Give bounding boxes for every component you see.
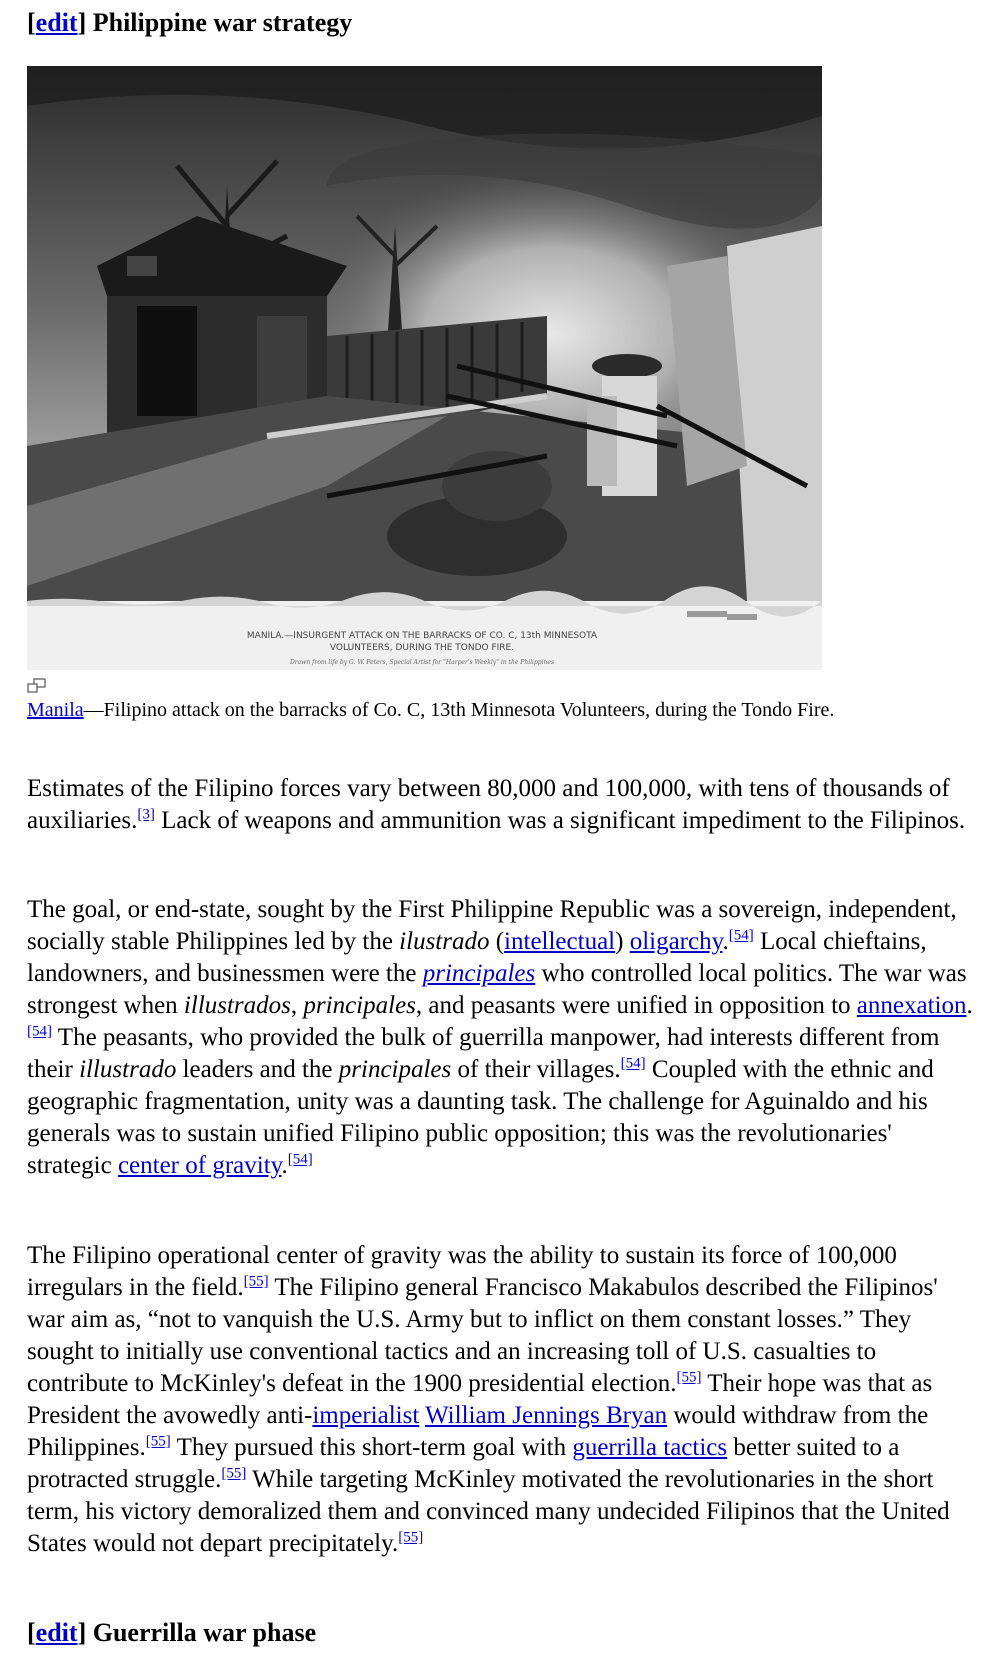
reference-54[interactable]: [54] (620, 1055, 646, 1072)
reference-55[interactable]: [55] (243, 1273, 269, 1290)
manila-link[interactable]: Manila (27, 699, 84, 721)
section-title: Philippine war strategy (92, 8, 353, 37)
william-jennings-bryan-link[interactable]: William Jennings Bryan (425, 1402, 668, 1429)
reference-54[interactable]: [54] (27, 1023, 52, 1040)
annexation-link[interactable]: annexation (856, 992, 967, 1019)
paragraph-forces: Estimates of the Filipino forces vary between 80,000 and 100,000, with tens of thousands of auxiliaries.[3] Lack of weapons and ammunition was a significant impediment to the Filipinos. (27, 775, 966, 834)
paragraph-goal: The goal, or end-state, sought by the First Philippine Republic was a sovereign, independent, socially stable Philippines led by the ilustrado (intellectual) oligarchy.[54] Local chieftains, landowners, and businessmen were the principales who controlled local politics. The war was strongest when illustrados, principales, and peasants were unified in opposition to annexation.[54] The peasants, who provided the bulk of guerrilla manpower, had interests different from their illustrado leaders and the principales of their villages.[54] Coupled with the ethnic and geographic fragmentation, unity was a daunting task. The challenge for Aguinaldo and his generals was to sustain unified Filipino public opposition; this was the revolutionaries' strategic center of gravity.[54] (27, 896, 973, 1179)
image-caption (27, 697, 962, 723)
guerrilla-tactics-link[interactable]: guerrilla tactics (572, 1434, 728, 1461)
reference-54[interactable]: [54] (287, 1151, 313, 1168)
intellectual-link[interactable]: intellectual (504, 928, 616, 955)
reference-55[interactable]: [55] (145, 1433, 171, 1450)
reference-3[interactable]: [3] (137, 806, 155, 823)
reference-55[interactable]: [55] (221, 1465, 247, 1482)
section-heading-guerrilla: [edit] Guerrilla war phase (27, 1618, 317, 1647)
reference-55[interactable]: [55] (398, 1529, 424, 1546)
edit-link[interactable]: edit (35, 8, 78, 37)
oligarchy-link[interactable]: oligarchy (629, 928, 723, 955)
reference-55[interactable]: [55] (676, 1369, 702, 1386)
enlarge-icon[interactable] (27, 678, 47, 694)
principales-link[interactable]: principales (422, 960, 536, 987)
engraving-title-line-2: VOLUNTEERS, DURING THE TONDO FIRE. (329, 643, 515, 653)
section-heading-strategy: [edit] Philippine war strategy (27, 8, 353, 37)
reference-54[interactable]: [54] (728, 927, 754, 944)
engraving-title-line-1: MANILA.—INSURGENT ATTACK ON THE BARRACKS OF CO. C, 13th MINNESOTA (246, 631, 598, 641)
section-title: Guerrilla war phase (92, 1618, 317, 1647)
edit-link[interactable]: edit (35, 1618, 78, 1647)
engraving-credit: Drawn from life by G. W. Peters, Special Artist for "Harper's Weekly" in the Philippines (289, 659, 555, 666)
imperialist-link[interactable]: imperialist (312, 1402, 420, 1429)
paragraph-operational: The Filipino operational center of gravity was the ability to sustain its force of 100,000 irregulars in the field.[55] The Filipino general Francisco Makabulos described the Filipinos' war aim as, “not to vanquish the U.S. Army but to inflict on them constant losses.” They sought to initially use conventional tactics and an increasing toll of U.S. casualties to contribute to McKinley's defeat in the 1900 presidential election.[55] Their hope was that as President the avowedly anti-imperialist William Jennings Bryan would withdraw from the Philippines.[55] They pursued this short-term goal with guerrilla tactics better suited to a protracted struggle.[55] While targeting McKinley motivated the revolutionaries in the short term, his victory demoralized them and convinced many undecided Filipinos that the United States would not depart precipitately.[55] (27, 1242, 950, 1557)
battle-engraving-image[interactable] (27, 66, 822, 670)
center-of-gravity-link[interactable]: center of gravity (117, 1152, 282, 1179)
engraving-illustration (27, 66, 822, 670)
caption-text: —Filipino attack on the barracks of Co. C, 13th Minnesota Volunteers, during the Tondo Fire. (83, 699, 835, 721)
